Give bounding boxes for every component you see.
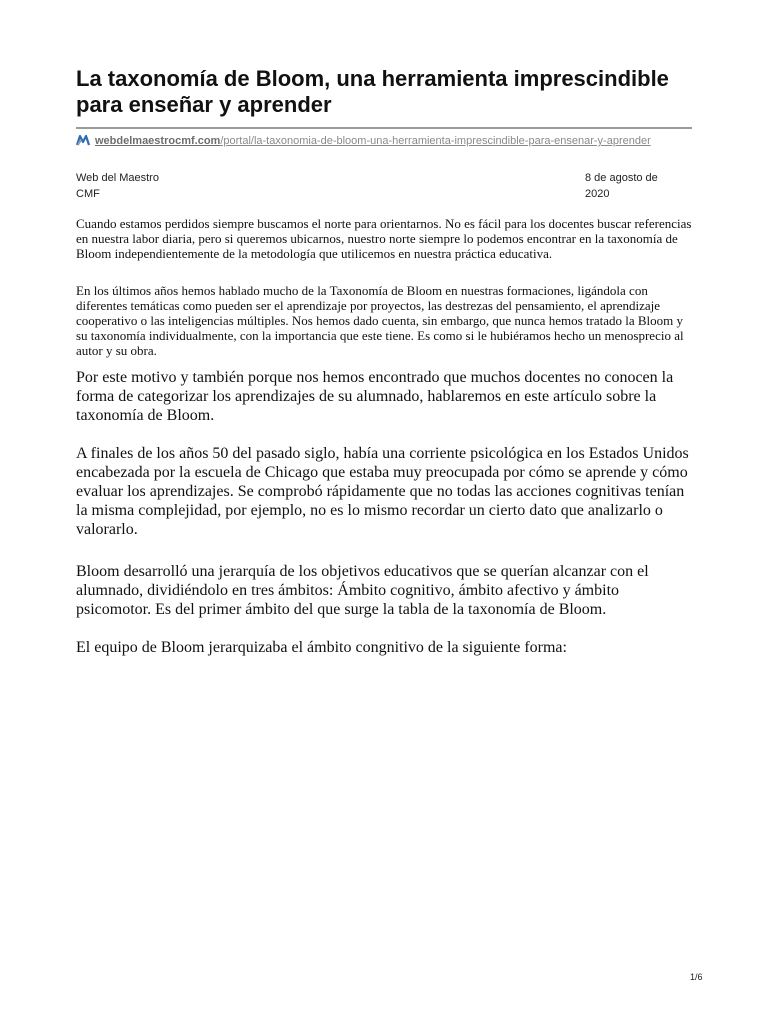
paragraph: Bloom desarrolló una jerarquía de los objetivos educativos que se querían alcanzar con el alumnado, dividiéndolo en tres ámbitos: Ámbito cognitivo, ámbito afectivo y ámbito psicomotor. Es del primer ámbito del que surge la tabla de la taxonomía de Bloom. (76, 563, 649, 618)
source-link[interactable] (76, 134, 676, 149)
paragraph: El equipo de Bloom jerarquizaba el ámbito congnitivo de la siguiente forma: (76, 639, 567, 656)
title-divider (76, 127, 692, 129)
author (76, 170, 226, 202)
paragraph: A finales de los años 50 del pasado siglo, había una corriente psicológica en los Estados Unidos encabezada por la escuela de Chicago que estaba muy preocupada por cómo se aprende y cómo evaluar los aprendizajes. Se comprobó rápidamente que no todas las acciones cognitivas tenían la misma complejidad, por ejemplo, no es lo mismo recordar un cierto dato que analizarlo o valorarlo. (76, 445, 689, 538)
date-line: 2020 (585, 188, 610, 200)
publish-date (585, 170, 685, 202)
paragraph: Por este motivo y también porque nos hemos encontrado que muchos docentes no conocen la forma de categorizar los aprendizajes de su alumnado, hablaremos en este artículo sobre la taxonomía de Bloom. (76, 369, 674, 424)
paragraph: En los últimos años hemos hablado mucho de la Taxonomía de Bloom en nuestras formaciones, ligándola con diferentes temáticas como pueden ser el aprendizaje por proyectos, las destrezas del pensamiento, el aprendizaje cooperativo o las inteligencias múltiples. Nos hemos dado cuenta, sin embargo, que nunca hemos tratado la Bloom y su taxonomía individualmente, con la importancia que este tiene. Es como si le hubiéramos hecho un menosprecio al autor y su obra. (76, 283, 684, 358)
article-title: La taxonomía de Bloom, una herramienta imprescindible para enseñar y aprender (76, 66, 669, 117)
page-number: 1/6 (690, 972, 703, 982)
date-line: 8 de agosto de (585, 172, 658, 184)
source-path[interactable]: /portal/la-taxonomia-de-bloom-una-herramienta-imprescindible-para-ensenar-y-aprender (220, 135, 651, 147)
paragraph: Cuando estamos perdidos siempre buscamos el norte para orientarnos. No es fácil para los docentes buscar referencias en nuestra labor diaria, pero si queremos ubicarnos, nuestro norte siempre lo podemos encontrar en la taxonomía de Bloom independientemente de la metodología que utilicemos en nuestra práctica educativa. (76, 216, 692, 261)
author-line: Web del Maestro (76, 172, 159, 184)
author-line: CMF (76, 188, 100, 200)
source-domain[interactable]: webdelmaestrocmf.com (95, 135, 221, 147)
site-logo-icon (76, 134, 92, 146)
